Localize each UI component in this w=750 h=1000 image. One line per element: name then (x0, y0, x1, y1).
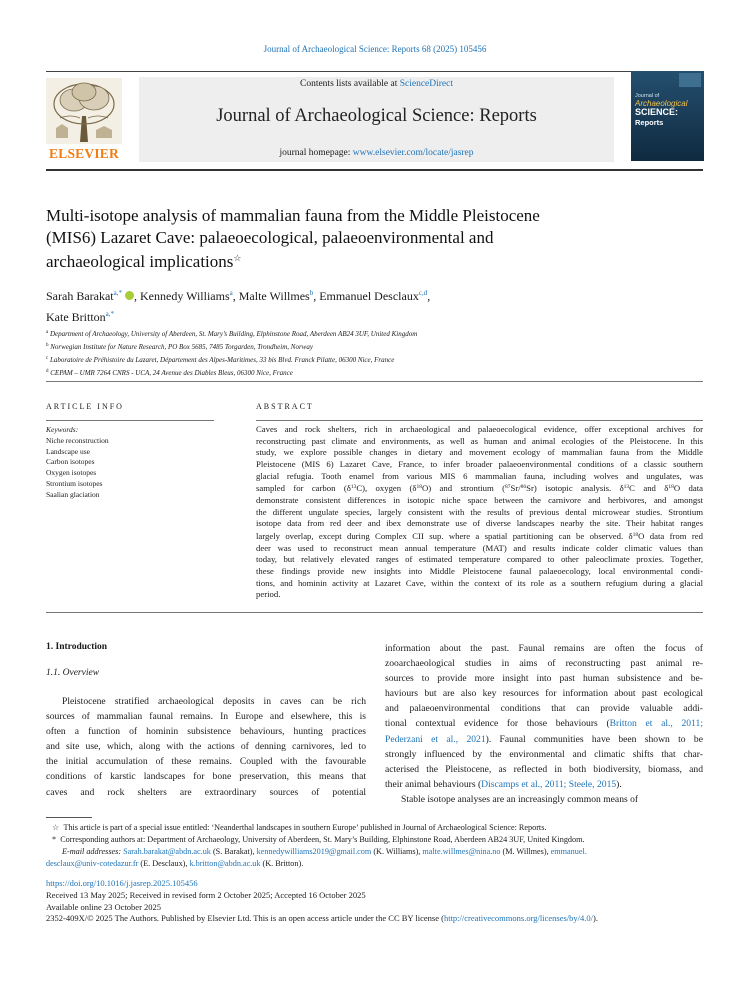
affiliations (46, 327, 706, 379)
body-line: sources of mammalian faunal remains. In Europe and elsewhere, this is (46, 711, 366, 723)
email-link[interactable]: kennedywilliams2019@gmail.com (256, 847, 372, 856)
keyword: Landscape use (46, 446, 90, 456)
abstract-line: demonstrate consistent differences in isotopic niche space between the carnivore and herbivores, and amongst (256, 494, 703, 505)
abstract-fragment: O data from red (638, 530, 703, 541)
email-owner: (M. Willmes), (500, 847, 551, 856)
article-info-heading: ARTICLE INFO (46, 402, 124, 411)
abstract-fragment: O data (673, 483, 703, 494)
abstract-line: reconstructing past climate and environments, as well as human and animal ecologies of the Pleistocene. In this (256, 435, 703, 446)
elsevier-wordmark: ELSEVIER (49, 146, 119, 161)
online-date: Available online 23 October 2025 (46, 901, 162, 912)
isotope-mass: 18 (632, 531, 639, 538)
top-rule (46, 71, 703, 72)
isotope-mass: 13 (350, 484, 357, 491)
cover-line-3: SCIENCE: (635, 107, 679, 117)
affiliation-key: b (46, 343, 49, 348)
affiliation-item (46, 340, 706, 353)
cover-line-4: Reports (635, 118, 664, 127)
abstract-heading: ABSTRACT (256, 402, 314, 411)
body-line-with-citation (385, 777, 703, 792)
abstract-line: Pleistocene (MIS 6) Lazaret Cave, France, to infer broader palaeoenvironmental conditions of a classic southern (256, 458, 703, 469)
cover-line-2: Archaeological (635, 99, 688, 108)
footnotes (46, 822, 703, 870)
title-line-3: archaeological implications (46, 252, 234, 271)
footnote-text: This article is part of a special issue entitled: ‘Neanderthal landscapes in southern Europe’ published in Journal of Archaeological Science: Reports. (63, 823, 547, 832)
footnote-text: Corresponding authors at: Department of Archaeology, University of Aberdeen, St. Mary’s Building, Elphinstone Road, Aberdeen AB24 3UF, United Kingdom. (60, 835, 585, 844)
subsection-heading: 1.1. Overview (46, 668, 100, 678)
abstract-fragment: Sr) isotopic analysis. δ (526, 483, 624, 494)
body-line: zooarchaeological studies in aims of reconstructing past animal re- (385, 658, 703, 670)
journal-cover-thumbnail (631, 71, 704, 161)
body-line: acterised the Pleistocene, as reflected in both biodiversity, biomass, and (385, 763, 703, 775)
keyword: Strontium isotopes (46, 478, 103, 488)
body-line-with-citation (385, 732, 703, 747)
title-line-2: (MIS6) Lazaret Cave: palaeoecological, palaeoenvironmental and (46, 227, 494, 247)
abstract-line: deer was used to reconstruct mean annual temperature (MAT) and results indicate colder climatic values than (256, 542, 703, 553)
email-owner: (K. Williams), (371, 847, 423, 856)
received-dates: Received 13 May 2025; Received in revised form 2 October 2025; Accepted 16 October 2025 (46, 889, 366, 900)
isotope-mass: 87 (505, 484, 511, 491)
abstract-fragment: largely overlap, except during Complex CII sup. where a spatial partitioning can be observed. δ (256, 530, 633, 541)
body-line-with-citation (385, 716, 703, 731)
author-affil-mark[interactable]: a (229, 289, 233, 297)
body-column-right (385, 641, 703, 807)
body-rule (46, 612, 703, 613)
keyword: Carbon isotopes (46, 457, 95, 467)
abstract-line: period. (256, 589, 281, 600)
license-text: 2352-409X/© 2025 The Authors. Published by Elsevier Ltd. This is an open access article under the CC BY license ( (46, 913, 444, 924)
footnote-mark: * (52, 835, 57, 844)
abstract-line: study, we explore possible changes in dietary and movement ecology of mammalian fauna from the Middle (256, 447, 703, 458)
citation-link[interactable]: Discamps et al., 2011; Steele, 2015 (481, 778, 617, 790)
title-footnote-mark[interactable]: ☆ (233, 253, 242, 263)
affiliation-item (46, 353, 706, 366)
abstract-text (256, 424, 703, 601)
affiliation-item (46, 327, 706, 340)
author-affil-mark[interactable]: a,* (105, 310, 115, 318)
cover-line-1: Journal of (635, 93, 660, 99)
body-line: and palaeoenvironmental conditions that can provide valuable addi- (385, 703, 703, 715)
article-info-rule (46, 420, 214, 421)
sciencedirect-link[interactable]: ScienceDirect (399, 79, 453, 89)
keywords-block (46, 425, 236, 501)
author-name[interactable]: Sarah Barakat (46, 289, 114, 303)
body-line: conditions of karstic landscapes for bone preservation, this means that (46, 771, 366, 783)
keyword: Niche reconstruction (46, 435, 109, 445)
isotope-mass: 18 (416, 484, 422, 491)
abstract-line-isotopes (256, 482, 703, 495)
body-line: often a function of hominin subsistence behaviours, hunting practices (46, 726, 366, 738)
abstract-fragment: C and δ (629, 483, 669, 494)
orcid-icon[interactable] (125, 291, 134, 300)
body-line: strongly influenced by the environmental and climatic shifts that char- (385, 748, 703, 760)
author-affil-mark[interactable]: c,d (418, 289, 428, 297)
author-name[interactable]: Kennedy Williams (140, 289, 230, 303)
contents-line (139, 79, 614, 89)
footnote-rule (46, 817, 92, 818)
title-line-1: Multi-isotope analysis of mammalian fauna from the Middle Pleistocene (46, 206, 540, 225)
abstract-fragment: C), oxygen (δ (356, 483, 417, 494)
author-name[interactable]: Malte Willmes (238, 289, 310, 303)
abstract-line: today, but relatively elevated ranges of estimated temperature compared to other paleoclimate proxies. Together, (256, 554, 703, 565)
email-label: E-mail addresses: (62, 847, 122, 856)
body-line: caves and rock shelters are extraordinary sources of potential (46, 786, 366, 798)
citation-link[interactable]: Pederzani et al., 2021 (385, 733, 486, 745)
author-affil-mark[interactable]: b (309, 289, 314, 297)
cover-image-block (679, 73, 701, 87)
isotope-mass: 18 (668, 484, 674, 491)
footnote-corresponding (46, 834, 703, 846)
affiliation-text: Department of Archaeology, University of Aberdeen, St. Mary’s Building, Elphinstone Road, Aberdeen AB24 3UF, United Kingdom (49, 330, 418, 338)
email-link[interactable]: Sarah.barakat@abdn.ac.uk (123, 847, 211, 856)
affiliation-text: Norwegian Institute for Nature Research, PO Box 5685, 7485 Torgarden, Trondheim, Norway (50, 343, 313, 351)
affiliation-text: CEPAM – UMR 7264 CNRS - UCA, 24 Avenue des Diables Bleus, 06300 Nice, France (50, 369, 293, 377)
body-line: Pleistocene stratified archaeological deposits in caves can be rich (62, 696, 366, 707)
author-name[interactable]: Kate Britton (46, 310, 106, 324)
body-fragment: ). (616, 778, 622, 790)
abstract-fragment: Sr/ (510, 483, 521, 494)
email-owner: (E. Desclaux), (138, 859, 190, 868)
header-rule (46, 169, 703, 171)
affiliation-text: Laboratoire de Préhistoire du Lazaret, Département des Alpes-Maritimes, 33 bis Blvd. Franck Pilatte, 06300 Nice, France (49, 356, 395, 364)
abstract-line: glacial refugia. Tooth enamel from various MIS 6 mammalian fauna, including wolves and ungulates, was (256, 470, 703, 481)
isotope-mass: 86 (520, 484, 527, 491)
footnote-mark: ☆ (52, 823, 60, 832)
homepage-prefix: journal homepage: (279, 148, 353, 158)
footnote-emails (46, 846, 703, 858)
affiliation-key: c (46, 356, 49, 361)
publication-info (46, 878, 706, 925)
body-line: haviours but are also key resources for information about past ecological (385, 688, 703, 700)
affiliation-key: a (46, 330, 49, 335)
email-owner: (K. Britton). (260, 859, 304, 868)
email-link[interactable]: emmanuel. (550, 847, 587, 856)
abstract-fragment: sampled for carbon (δ (256, 483, 351, 494)
author-list: Sarah Barakat$^{a,*}$ , Kennedy Williams$^a$, Malte Willmes$^b$, Emmanuel Desclaux$^{c,d}$, Kate Britton$^{a,*}$ (46, 289, 431, 324)
contents-prefix: Contents lists available at (299, 79, 400, 89)
email-link[interactable]: desclaux@univ-cotedazur.fr (46, 859, 139, 868)
journal-reference[interactable]: Journal of Archaeological Science: Reports 68 (2025) 105456 (263, 44, 487, 54)
isotope-mass: 13 (623, 484, 630, 491)
affiliation-rule (46, 381, 703, 382)
body-line: Stable isotope analyses are an increasingly common means of (401, 793, 639, 805)
body-fragment: tional contextual evidence for those behaviours ( (385, 718, 610, 730)
body-line: sources to provide more insight into past human subsistence and be- (385, 673, 703, 685)
license-text: ). (593, 913, 598, 924)
abstract-line-oxygen (256, 530, 703, 543)
author-name[interactable]: Emmanuel Desclaux (319, 289, 419, 303)
author-affil-mark[interactable]: a,* (113, 289, 122, 297)
homepage-link[interactable]: www.elsevier.com/locate/jasrep (352, 148, 474, 158)
body-column-left (46, 694, 366, 800)
body-line: and site use, which, along with the actions of denning carnivores, led to (46, 741, 366, 753)
keyword: Saalian glaciation (46, 489, 100, 499)
doi-link[interactable]: https://doi.org/10.1016/j.jasrep.2025.105456 (46, 878, 198, 888)
article-title (46, 205, 666, 273)
abstract-fragment: O) and strontium ( (422, 483, 506, 494)
keywords-label: Keywords: (46, 425, 79, 434)
body-fragment: ). Faunal communities have been shown to be (485, 733, 703, 745)
body-line: the initial accumulation of these remains. Coupled with the favourable (46, 756, 366, 768)
abstract-line: Caves and rock shelters, rich in archaeological and palaeoecological evidence, offer exceptional archives for (256, 424, 703, 434)
body-fragment: their animal behaviours ( (385, 778, 482, 790)
body-line: information about the past. Faunal remains are often the focus of (385, 643, 703, 654)
abstract-line: these findings provide new insights into Middle Pleistocene faunal palaeoecology, local environmental condi- (256, 565, 703, 576)
footnote-special-issue (46, 822, 703, 834)
license-line (46, 913, 706, 925)
section-heading: 1. Introduction (46, 642, 108, 652)
keyword: Oxygen isotopes (46, 468, 97, 478)
email-link[interactable]: malte.willmes@nina.no (422, 847, 501, 856)
citation-link[interactable]: Britton et al., 2011; (609, 718, 703, 730)
abstract-rule (256, 420, 703, 421)
license-link[interactable]: http://creativecommons.org/licenses/by/4.0/ (443, 913, 593, 924)
homepage-line (139, 148, 614, 158)
email-link[interactable]: k.britton@abdn.ac.uk (189, 859, 261, 868)
abstract-line: tions, and hominin activity at Lazaret Cave, within the context of its role as a southern refugium during a glacial (256, 577, 703, 588)
abstract-line: the different ungulate species, largely consistent with the results of previous dental microwear studies. Strontium (256, 506, 703, 517)
journal-title: Journal of Archaeological Science: Reports (216, 106, 537, 126)
footnote-emails-cont (46, 858, 703, 870)
affiliation-item (46, 366, 706, 379)
abstract-line: isotope data from red deer and ibex demonstrate use of diverse landscapes nearby the site. Their habitat ranges (256, 518, 703, 529)
affiliation-key: d (46, 369, 49, 374)
email-owner: (S. Barakat), (210, 847, 257, 856)
